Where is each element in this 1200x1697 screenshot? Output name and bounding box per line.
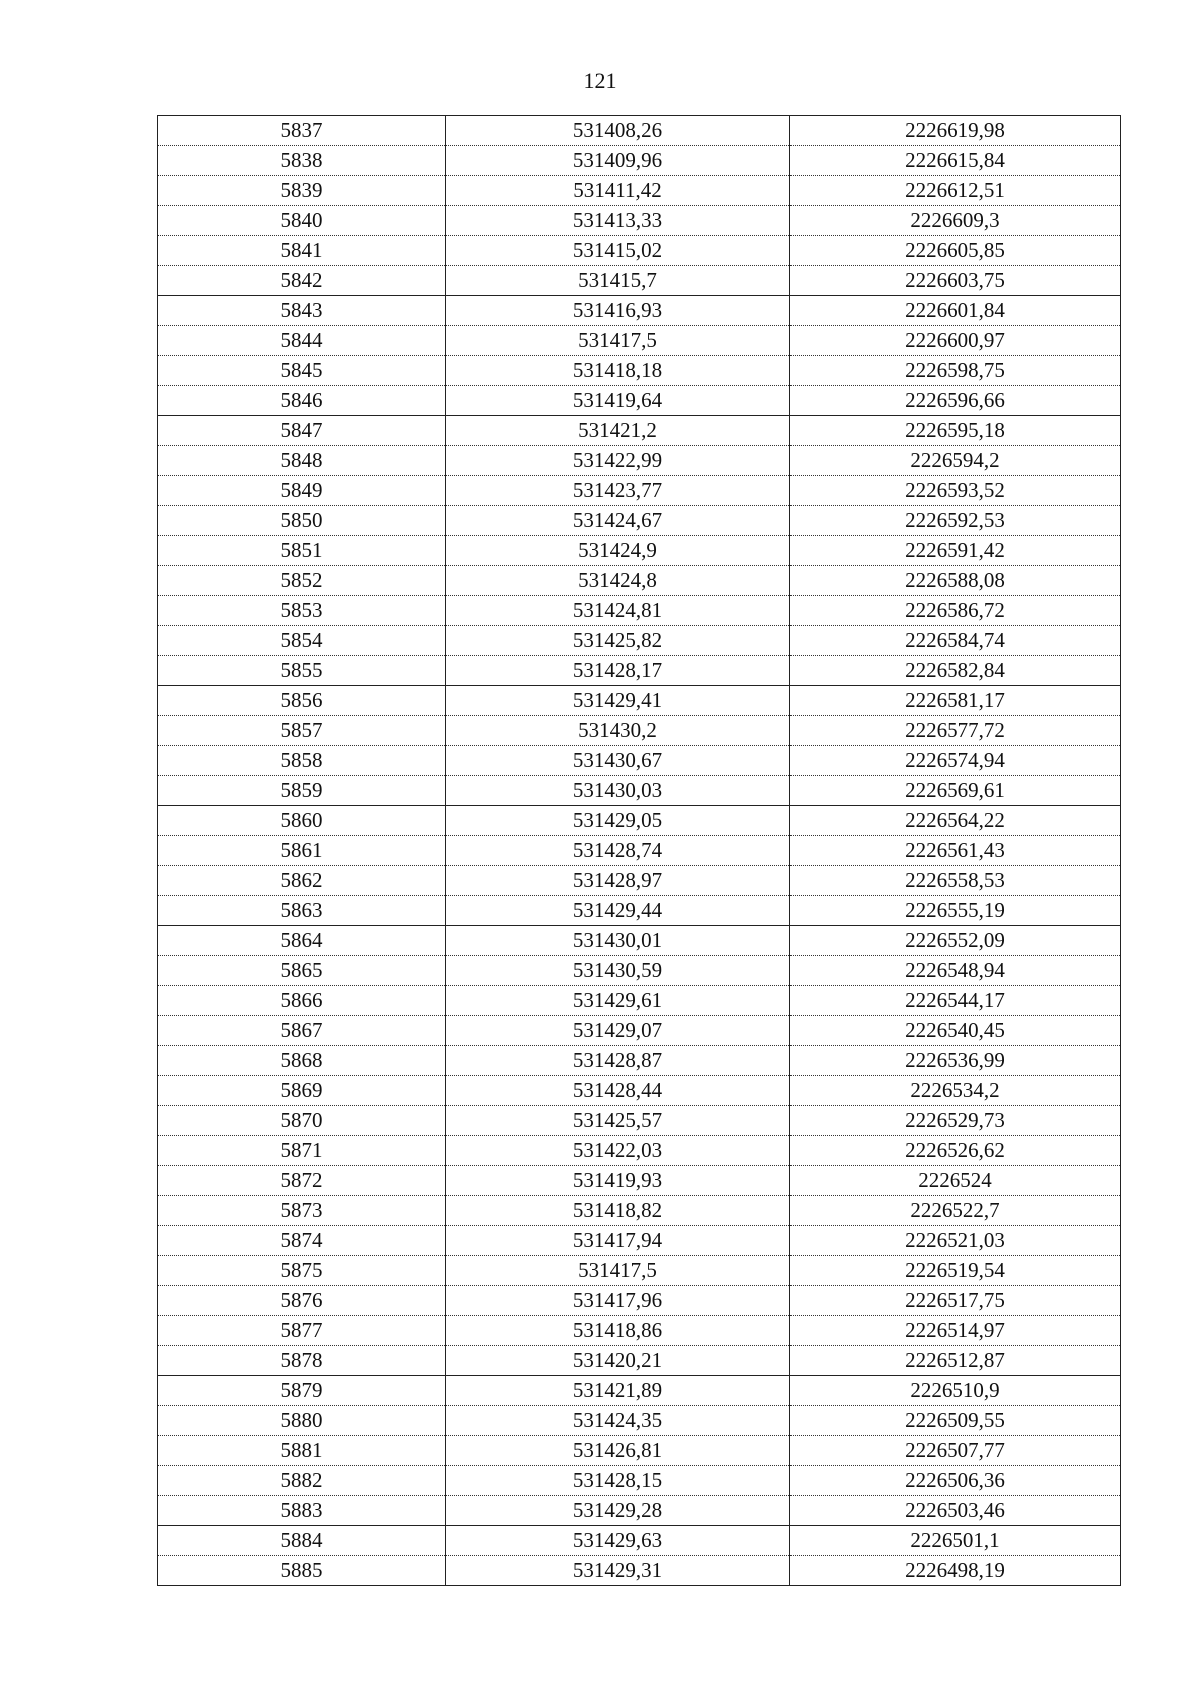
- y-coordinate-cell: 2226609,3: [790, 206, 1121, 236]
- y-coordinate-cell: 2226586,72: [790, 596, 1121, 626]
- point-number-cell: 5846: [158, 386, 446, 416]
- x-coordinate-cell: 531418,18: [446, 356, 790, 386]
- x-coordinate-cell: 531428,74: [446, 836, 790, 866]
- point-number-cell: 5847: [158, 416, 446, 446]
- y-coordinate-cell: 2226510,9: [790, 1376, 1121, 1406]
- x-coordinate-cell: 531429,05: [446, 806, 790, 836]
- table-row: [158, 266, 1121, 296]
- table-row: [158, 1466, 1121, 1496]
- table-row: [158, 536, 1121, 566]
- x-coordinate-cell: 531429,07: [446, 1016, 790, 1046]
- x-coordinate-cell: 531424,9: [446, 536, 790, 566]
- point-number-cell: 5875: [158, 1256, 446, 1286]
- point-number-cell: 5869: [158, 1076, 446, 1106]
- y-coordinate-cell: 2226512,87: [790, 1346, 1121, 1376]
- point-number-cell: 5837: [158, 116, 446, 146]
- table-row: [158, 1106, 1121, 1136]
- table-row: [158, 1196, 1121, 1226]
- x-coordinate-cell: 531428,15: [446, 1466, 790, 1496]
- x-coordinate-cell: 531417,96: [446, 1286, 790, 1316]
- table-row: [158, 1256, 1121, 1286]
- y-coordinate-cell: 2226503,46: [790, 1496, 1121, 1526]
- y-coordinate-cell: 2226603,75: [790, 266, 1121, 296]
- y-coordinate-cell: 2226594,2: [790, 446, 1121, 476]
- y-coordinate-cell: 2226596,66: [790, 386, 1121, 416]
- table-row: [158, 1436, 1121, 1466]
- y-coordinate-cell: 2226555,19: [790, 896, 1121, 926]
- y-coordinate-cell: 2226588,08: [790, 566, 1121, 596]
- y-coordinate-cell: 2226582,84: [790, 656, 1121, 686]
- y-coordinate-cell: 2226591,42: [790, 536, 1121, 566]
- y-coordinate-cell: 2226612,51: [790, 176, 1121, 206]
- x-coordinate-cell: 531411,42: [446, 176, 790, 206]
- point-number-cell: 5838: [158, 146, 446, 176]
- x-coordinate-cell: 531416,93: [446, 296, 790, 326]
- point-number-cell: 5848: [158, 446, 446, 476]
- y-coordinate-cell: 2226517,75: [790, 1286, 1121, 1316]
- table-row: [158, 926, 1121, 956]
- y-coordinate-cell: 2226615,84: [790, 146, 1121, 176]
- table-row: [158, 1406, 1121, 1436]
- table-row: [158, 1496, 1121, 1526]
- point-number-cell: 5877: [158, 1316, 446, 1346]
- point-number-cell: 5872: [158, 1166, 446, 1196]
- coordinate-table: [157, 115, 1121, 1586]
- table-row: [158, 986, 1121, 1016]
- point-number-cell: 5876: [158, 1286, 446, 1316]
- table-row: [158, 656, 1121, 686]
- point-number-cell: 5839: [158, 176, 446, 206]
- point-number-cell: 5842: [158, 266, 446, 296]
- point-number-cell: 5843: [158, 296, 446, 326]
- x-coordinate-cell: 531415,02: [446, 236, 790, 266]
- point-number-cell: 5865: [158, 956, 446, 986]
- y-coordinate-cell: 2226574,94: [790, 746, 1121, 776]
- y-coordinate-cell: 2226509,55: [790, 1406, 1121, 1436]
- table-row: [158, 626, 1121, 656]
- y-coordinate-cell: 2226522,7: [790, 1196, 1121, 1226]
- y-coordinate-cell: 2226564,22: [790, 806, 1121, 836]
- y-coordinate-cell: 2226524: [790, 1166, 1121, 1196]
- table-row: [158, 416, 1121, 446]
- table-row: [158, 1016, 1121, 1046]
- point-number-cell: 5841: [158, 236, 446, 266]
- table-row: [158, 1286, 1121, 1316]
- x-coordinate-cell: 531430,03: [446, 776, 790, 806]
- x-coordinate-cell: 531424,8: [446, 566, 790, 596]
- x-coordinate-cell: 531422,03: [446, 1136, 790, 1166]
- table-row: [158, 1076, 1121, 1106]
- x-coordinate-cell: 531408,26: [446, 116, 790, 146]
- point-number-cell: 5874: [158, 1226, 446, 1256]
- x-coordinate-cell: 531418,82: [446, 1196, 790, 1226]
- point-number-cell: 5856: [158, 686, 446, 716]
- y-coordinate-cell: 2226552,09: [790, 926, 1121, 956]
- x-coordinate-cell: 531417,5: [446, 326, 790, 356]
- table-row: [158, 146, 1121, 176]
- table-row: [158, 1376, 1121, 1406]
- point-number-cell: 5882: [158, 1466, 446, 1496]
- point-number-cell: 5866: [158, 986, 446, 1016]
- table-row: [158, 206, 1121, 236]
- y-coordinate-cell: 2226519,54: [790, 1256, 1121, 1286]
- point-number-cell: 5871: [158, 1136, 446, 1166]
- y-coordinate-cell: 2226506,36: [790, 1466, 1121, 1496]
- table-row: [158, 1316, 1121, 1346]
- y-coordinate-cell: 2226595,18: [790, 416, 1121, 446]
- x-coordinate-cell: 531428,17: [446, 656, 790, 686]
- point-number-cell: 5867: [158, 1016, 446, 1046]
- x-coordinate-cell: 531426,81: [446, 1436, 790, 1466]
- point-number-cell: 5863: [158, 896, 446, 926]
- point-number-cell: 5861: [158, 836, 446, 866]
- x-coordinate-cell: 531425,82: [446, 626, 790, 656]
- x-coordinate-cell: 531429,44: [446, 896, 790, 926]
- point-number-cell: 5855: [158, 656, 446, 686]
- x-coordinate-cell: 531424,67: [446, 506, 790, 536]
- point-number-cell: 5859: [158, 776, 446, 806]
- table-row: [158, 1046, 1121, 1076]
- x-coordinate-cell: 531429,41: [446, 686, 790, 716]
- x-coordinate-cell: 531424,35: [446, 1406, 790, 1436]
- table-row: [158, 176, 1121, 206]
- y-coordinate-cell: 2226558,53: [790, 866, 1121, 896]
- point-number-cell: 5881: [158, 1436, 446, 1466]
- table-row: [158, 836, 1121, 866]
- x-coordinate-cell: 531418,86: [446, 1316, 790, 1346]
- x-coordinate-cell: 531409,96: [446, 146, 790, 176]
- page-number: 121: [583, 68, 617, 93]
- x-coordinate-cell: 531415,7: [446, 266, 790, 296]
- point-number-cell: 5883: [158, 1496, 446, 1526]
- y-coordinate-cell: 2226584,74: [790, 626, 1121, 656]
- y-coordinate-cell: 2226593,52: [790, 476, 1121, 506]
- table-row: [158, 506, 1121, 536]
- y-coordinate-cell: 2226561,43: [790, 836, 1121, 866]
- point-number-cell: 5884: [158, 1526, 446, 1556]
- table-row: [158, 296, 1121, 326]
- y-coordinate-cell: 2226548,94: [790, 956, 1121, 986]
- point-number-cell: 5880: [158, 1406, 446, 1436]
- point-number-cell: 5870: [158, 1106, 446, 1136]
- table-row: [158, 326, 1121, 356]
- y-coordinate-cell: 2226544,17: [790, 986, 1121, 1016]
- point-number-cell: 5857: [158, 716, 446, 746]
- point-number-cell: 5858: [158, 746, 446, 776]
- point-number-cell: 5873: [158, 1196, 446, 1226]
- y-coordinate-cell: 2226507,77: [790, 1436, 1121, 1466]
- y-coordinate-cell: 2226514,97: [790, 1316, 1121, 1346]
- point-number-cell: 5854: [158, 626, 446, 656]
- y-coordinate-cell: 2226619,98: [790, 116, 1121, 146]
- table-row: [158, 596, 1121, 626]
- x-coordinate-cell: 531419,93: [446, 1166, 790, 1196]
- y-coordinate-cell: 2226581,17: [790, 686, 1121, 716]
- point-number-cell: 5850: [158, 506, 446, 536]
- x-coordinate-cell: 531429,31: [446, 1556, 790, 1586]
- table-row: [158, 956, 1121, 986]
- x-coordinate-cell: 531422,99: [446, 446, 790, 476]
- x-coordinate-cell: 531425,57: [446, 1106, 790, 1136]
- x-coordinate-cell: 531430,67: [446, 746, 790, 776]
- point-number-cell: 5844: [158, 326, 446, 356]
- table-row: [158, 776, 1121, 806]
- x-coordinate-cell: 531417,94: [446, 1226, 790, 1256]
- y-coordinate-cell: 2226601,84: [790, 296, 1121, 326]
- y-coordinate-cell: 2226598,75: [790, 356, 1121, 386]
- point-number-cell: 5879: [158, 1376, 446, 1406]
- table-row: [158, 476, 1121, 506]
- x-coordinate-cell: 531421,2: [446, 416, 790, 446]
- x-coordinate-cell: 531430,01: [446, 926, 790, 956]
- y-coordinate-cell: 2226577,72: [790, 716, 1121, 746]
- point-number-cell: 5878: [158, 1346, 446, 1376]
- x-coordinate-cell: 531430,2: [446, 716, 790, 746]
- point-number-cell: 5852: [158, 566, 446, 596]
- x-coordinate-cell: 531430,59: [446, 956, 790, 986]
- x-coordinate-cell: 531417,5: [446, 1256, 790, 1286]
- table-row: [158, 1346, 1121, 1376]
- x-coordinate-cell: 531419,64: [446, 386, 790, 416]
- y-coordinate-cell: 2226521,03: [790, 1226, 1121, 1256]
- x-coordinate-cell: 531421,89: [446, 1376, 790, 1406]
- y-coordinate-cell: 2226605,85: [790, 236, 1121, 266]
- table-row: [158, 866, 1121, 896]
- y-coordinate-cell: 2226569,61: [790, 776, 1121, 806]
- x-coordinate-cell: 531424,81: [446, 596, 790, 626]
- point-number-cell: 5849: [158, 476, 446, 506]
- x-coordinate-cell: 531428,87: [446, 1046, 790, 1076]
- table-row: [158, 236, 1121, 266]
- y-coordinate-cell: 2226498,19: [790, 1556, 1121, 1586]
- y-coordinate-cell: 2226526,62: [790, 1136, 1121, 1166]
- x-coordinate-cell: 531420,21: [446, 1346, 790, 1376]
- table-row: [158, 1226, 1121, 1256]
- coordinate-table-body: [158, 116, 1121, 1586]
- y-coordinate-cell: 2226536,99: [790, 1046, 1121, 1076]
- table-row: [158, 356, 1121, 386]
- x-coordinate-cell: 531429,63: [446, 1526, 790, 1556]
- y-coordinate-cell: 2226592,53: [790, 506, 1121, 536]
- table-row: [158, 806, 1121, 836]
- table-row: [158, 1166, 1121, 1196]
- point-number-cell: 5840: [158, 206, 446, 236]
- y-coordinate-cell: 2226534,2: [790, 1076, 1121, 1106]
- x-coordinate-cell: 531428,44: [446, 1076, 790, 1106]
- table-row: [158, 746, 1121, 776]
- y-coordinate-cell: 2226600,97: [790, 326, 1121, 356]
- x-coordinate-cell: 531413,33: [446, 206, 790, 236]
- table-row: [158, 896, 1121, 926]
- point-number-cell: 5862: [158, 866, 446, 896]
- y-coordinate-cell: 2226540,45: [790, 1016, 1121, 1046]
- point-number-cell: 5868: [158, 1046, 446, 1076]
- table-row: [158, 386, 1121, 416]
- x-coordinate-cell: 531429,61: [446, 986, 790, 1016]
- y-coordinate-cell: 2226501,1: [790, 1526, 1121, 1556]
- table-row: [158, 1526, 1121, 1556]
- x-coordinate-cell: 531429,28: [446, 1496, 790, 1526]
- point-number-cell: 5885: [158, 1556, 446, 1586]
- x-coordinate-cell: 531428,97: [446, 866, 790, 896]
- table-row: [158, 716, 1121, 746]
- table-row: [158, 1136, 1121, 1166]
- table-row: [158, 116, 1121, 146]
- table-row: [158, 1556, 1121, 1586]
- point-number-cell: 5860: [158, 806, 446, 836]
- x-coordinate-cell: 531423,77: [446, 476, 790, 506]
- y-coordinate-cell: 2226529,73: [790, 1106, 1121, 1136]
- table-row: [158, 446, 1121, 476]
- point-number-cell: 5845: [158, 356, 446, 386]
- table-row: [158, 566, 1121, 596]
- point-number-cell: 5851: [158, 536, 446, 566]
- point-number-cell: 5864: [158, 926, 446, 956]
- table-row: [158, 686, 1121, 716]
- point-number-cell: 5853: [158, 596, 446, 626]
